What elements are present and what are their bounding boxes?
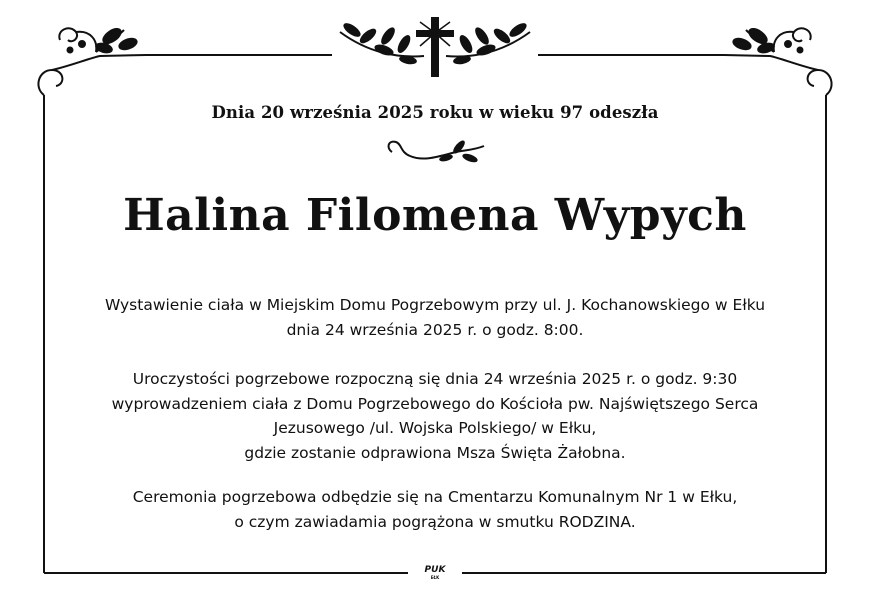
ceremony-paragraph [50, 367, 820, 465]
paragraph-line: Wystawienie ciała w Miejskim Domu Pogrzebowym przy ul. J. Kochanowskiego w Ełku [104, 296, 766, 314]
paragraph-line: dnia 24 września 2025 r. o godz. 8:00. [286, 320, 584, 339]
deceased-name: Halina Filomena Wypych [123, 190, 747, 241]
logo-main-text: PUK [424, 565, 446, 575]
viewing-paragraph [50, 293, 820, 342]
leaf-divider-icon [389, 139, 484, 164]
floral-flourish-icon [38, 26, 146, 95]
paragraph-line: wyprowadzeniem ciała z Domu Pogrzebowego do Kościoła pw. Najświętszego Serca [111, 394, 759, 413]
company-logo [418, 565, 452, 581]
paragraph-line: o czym zawiadamia pogrążona w smutku RODZINA. [234, 512, 636, 531]
cross-with-laurel-icon [340, 17, 530, 77]
floral-flourish-icon [724, 26, 832, 95]
paragraph-line: gdzie zostanie odprawiona Msza Święta Żałobna. [244, 443, 626, 462]
paragraph-line: Ceremonia pogrzebowa odbędzie się na Cmentarzu Komunalnym Nr 1 w Ełku, [132, 488, 738, 506]
paragraph-line: Uroczystości pogrzebowe rozpoczną się dnia 24 września 2025 r. o godz. 9:30 [132, 370, 738, 388]
burial-paragraph [50, 485, 820, 534]
death-announcement: Dnia 20 września 2025 roku w wieku 97 odeszła [211, 103, 659, 122]
paragraph-line: Jezusowego /ul. Wojska Polskiego/ w Ełku, [273, 419, 597, 437]
logo-sub-text: EŁK [430, 575, 440, 580]
